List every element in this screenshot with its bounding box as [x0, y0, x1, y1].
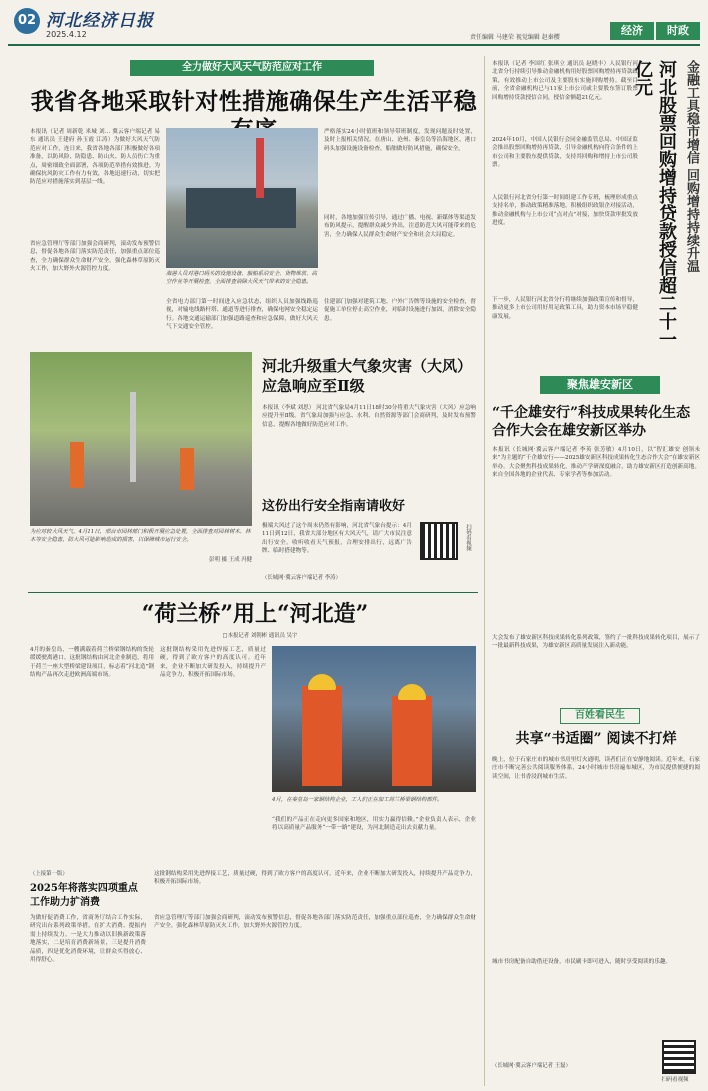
paper-name: 河北经济日报 — [46, 11, 154, 31]
helmet-shape — [398, 684, 426, 700]
bottom-story-body-cont: 这批钢结构采用先进焊接工艺，质量过硬，得到了欧方客户的高度认可。近年来，企业不断加大研发投入，持续提升产品竞争力，积极开拓国际市场。 — [154, 871, 476, 886]
qr-code-icon[interactable] — [662, 1040, 696, 1074]
dutch-story-body-1: 4月的秦皇岛，一艘满载着荷兰桥梁钢结构的货轮缓缓驶离港口。这批钢结构由河北企业制造，将用于荷兰一座大型桥梁建设项目，标志着“河北造”钢结构产品再次走进欧洲高端市场。 — [30, 647, 154, 679]
editors-line: 责任编辑 马建荣 视觉编辑 赵秦樱 — [470, 34, 560, 41]
xiongan-body-2: 大会发布了雄安新区科技成果转化系列政策，签约了一批科技成果转化项目，展示了一批最新科技成果，为雄安新区高质量发展注入新动能。 — [492, 635, 700, 650]
xiongan-section-bar: 聚焦雄安新区 — [540, 376, 660, 394]
crane-shape — [256, 138, 264, 198]
bottom-story-kicker: （上接第一版） — [30, 871, 68, 877]
xiongan-body: 本报讯（长城网·冀云客户端记者 李英 张芳敏）4月10日，以“智汇雄安 创领未来”为主题的“千企雄安行——2025雄安新区科技成果转化生态合作大会”在雄安新区举办。大会聚焦科技成果转化，推动产学研深度融合，助力雄安新区打造创新高地。来自全国各地的企业代表、专家学者等参加活动。 — [492, 447, 700, 479]
finance-body-1: 本报讯（记者 李国红 张琪立 通讯员 赵晓丰）人民银行河北省分行持续引导推动金融机构用好股票回购增持再贷款政策，有效推动上市公司及主要股东实施回购增持。截至目前，全省金融机构已与11家上市公司或主要股东签订股票回购增持贷款授信合同，授信金额超21亿元。 — [492, 61, 638, 101]
lead-kicker: 全力做好大风天气防范应对工作 — [130, 60, 374, 76]
finance-body-3: 人民银行河北省分行第一时间组建工作专班，梳理形成重点支持名单，推动政策精准落地。积极组织政银企对接活动，推动金融机构与上市公司“点对点”对接，加快贷款审批发放进度。 — [492, 195, 638, 227]
reading-credit: （长城网·冀云客户端记者 王磊） — [492, 1063, 571, 1069]
section-divider — [28, 592, 478, 593]
lead-body-2: 省应急管理厅等部门加强会商研判，滚动发布预警信息，督促各地各部门落实防范责任，加强重点部位巡查，全力确保群众生命财产安全。强化森林草原防灭火工作，加大野外火源管控力度。 — [30, 241, 160, 273]
worker-figure — [302, 686, 342, 786]
tree-crew-caption: 为应对较大风天气，4月11日，邢台市园林部门积极开展应急处置，全面排查对园林树木、林木等安全隐患，防大风可能影响造成的损害，以保障城市运行安全。 — [30, 529, 251, 543]
tip-story-body: 极端大风过了这个周末仍然有影响，河北省气象台提示：4月11日到12日，我省大部分地区有大风天气，请广大市民注意出行安全。收听收看天气预报，合理安排出行，远离广告牌、临时搭建物等。 — [262, 523, 412, 555]
tip-story-credit: （长城网·冀云客户端记者 李涛） — [262, 575, 341, 581]
steel-workers-caption: 4月，在秦皇岛一家钢结构企业，工人们正在加工荷兰桥梁钢结构部件。 — [272, 797, 443, 803]
lead-photo — [166, 128, 318, 268]
qr-code-label: 扫码看视频 — [661, 1077, 689, 1083]
column-divider — [484, 56, 485, 1086]
lead-photo-caption: 海港人员对港口码头的设施设备、船舶系泊安全、货物堆放、高空作业等开展检查，全面排查消除大风天气带来的安全隐患。 — [166, 271, 317, 285]
worker-figure — [392, 696, 432, 786]
reading-section-bar: 百姓看民生 — [560, 708, 640, 724]
lead-body-5: 严格落实24小时值班和领导带班制度，发现问题及时处置，及时上报相关情况。在唐山、沧州、秦皇岛等沿海地区，港口码头加强设施设备检查，船舶做好防风措施，确保安全。 — [324, 129, 476, 152]
issue-date: 2025.4.12 — [46, 30, 87, 39]
finance-body-2: 2024年10月，中国人民银行会同金融监管总局、中国证监会推出股票回购增持再贷款，引导金融机构向符合条件的上市公司和主要股东提供贷款，支持其回购和增持上市公司股票。 — [492, 137, 638, 169]
sub-story-headline: 河北升级重大气象灾害（大风）应急响应至Ⅱ级 — [262, 357, 473, 395]
section-tag-politics: 时政 — [656, 22, 700, 40]
ship-shape — [186, 188, 296, 228]
lead-body-6: 同时，各地加强宣传引导，通过广播、电视、新媒体等渠道发布防风提示，提醒群众减少外出，注意防范大风可能带来的危害，全力确保人民群众生命财产安全和社会大局稳定。 — [324, 215, 476, 238]
tree-crew-photo — [30, 352, 252, 526]
bottom-story-body: 为做好促消费工作，省商务厅结合工作实际，研究出台系列政策举措，在扩大消费、提振内需上持续发力。一是大力推动以旧换新政策落地落实，二是培育消费新场景，三是提升消费品质，四是优化消费环境，让群众买得放心、用得舒心。 — [30, 915, 146, 964]
section-tag-economy: 经济 — [610, 22, 654, 40]
tip-story-headline: 这份出行安全指南请收好 — [262, 499, 406, 514]
dutch-story-headline: “荷兰桥”用上“河北造” — [141, 601, 369, 627]
qr-code-label: 扫码看视频 — [465, 524, 471, 551]
dutch-story-byline: □本报记者 刘朝彬 通讯员 吴宇 — [222, 633, 298, 639]
finance-body-4: 下一步，人民银行河北省分行将继续加强政策宣传和督导，推动更多上市公司用好用足政策工具，助力资本市场平稳健康发展。 — [492, 297, 638, 320]
lead-body-4: 住建部门加强对建筑工地、户外广告牌等设施的安全检查，督促施工单位停止高空作业，对临时设施进行加固，消除安全隐患。 — [324, 299, 476, 322]
worker-figure — [70, 442, 84, 488]
dutch-story-body-3: “我们的产品正在走向更多国家和地区，用实力赢得信赖。”企业负责人表示，企业将以高质量产品服务“一带一路”建设，为河北制造走出去贡献力量。 — [272, 817, 476, 832]
tree-crew-credit: 彭明 摄 王成 冯健 — [209, 557, 252, 563]
steel-workers-photo — [272, 646, 476, 792]
bottom-story-body-cont2: 省应急管理厅等部门加强会商研判，滚动发布预警信息，督促各地各部门落实防范责任，加强重点部位巡查，全力确保群众生命财产安全。强化森林草原防灭火工作，加大野外火源管控力度。 — [154, 915, 476, 930]
reading-body: 晚上，位于石家庄市的城市书房里灯火通明，读者们正在安静地阅读。近年来，石家庄市不断完善公共阅读服务体系，24小时城市书房遍布城区，为市民提供便捷的阅读空间，让书香浸润城市生活。 — [492, 757, 700, 780]
sub-story-body: 本报讯（李斌 刘思） 河北省气象局4月11日18时30分将重大气象灾害（大风）应急响应提升至Ⅱ级。省气象局加强与应急、水利、自然资源等部门会商研判，及时发布预警信息，提醒各地做好防范应对工作。 — [262, 405, 476, 428]
reading-body-2: 城市书房配备自助借还设备，市民刷卡即可进入，随时享受阅读的乐趣。 — [492, 959, 672, 965]
reading-headline: 共享“书适圈” 阅读不打烊 — [515, 731, 677, 747]
bottom-story-headline: 2025年将落实四项重点工作助力扩消费 — [30, 883, 138, 908]
lead-body-1: 本报讯（记者 周新乾 米城 刘… 冀云客户端记者 易东 通讯员 王建府 孙玉霞 江涛）为做好大风天气防范应对工作，连日来，我省各地各部门积极做好各项准备，以防风险、防隐患、防山火、防人员伤亡为重点，周密细致全面部署，各项防范举措有效推进。为确保抗风防灾工作有力有效，各地迅速行动，切实把防范应对措施落实到基层一线。 — [30, 129, 160, 186]
ladder-shape — [130, 392, 136, 482]
masthead — [0, 0, 708, 52]
helmet-shape — [308, 674, 336, 690]
lead-body-3: 全省电力部门第一时间进入应急状态，组织人员加强线路巡视，对输电线路杆塔、通道等进行排查，确保电网安全稳定运行。各地交通运输部门加强道路巡查和应急保障，做好大风天气下交通安全管控。 — [166, 299, 318, 331]
finance-vertical-subhead: 金融工具稳市增信 回购增持持续升温 — [684, 60, 699, 273]
page-number: 02 — [14, 8, 40, 34]
qr-code-icon[interactable] — [420, 522, 458, 560]
dutch-story-body-2: 这批钢结构采用先进焊接工艺，质量过硬，得到了欧方客户的高度认可。近年来，企业不断加大研发投入，持续提升产品竞争力，积极开拓国际市场。 — [160, 647, 266, 679]
finance-vertical-headline: 河北股票回购增持贷款授信超二十一亿元 — [632, 60, 677, 348]
lead-headline: 我省各地采取针对性措施确保生产生活平稳 — [30, 88, 478, 115]
masthead-rule — [8, 44, 700, 46]
xiongan-headline: “千企雄安行”科技成果转化生态合作大会在雄安新区举办 — [492, 405, 691, 439]
worker-figure — [180, 448, 194, 490]
